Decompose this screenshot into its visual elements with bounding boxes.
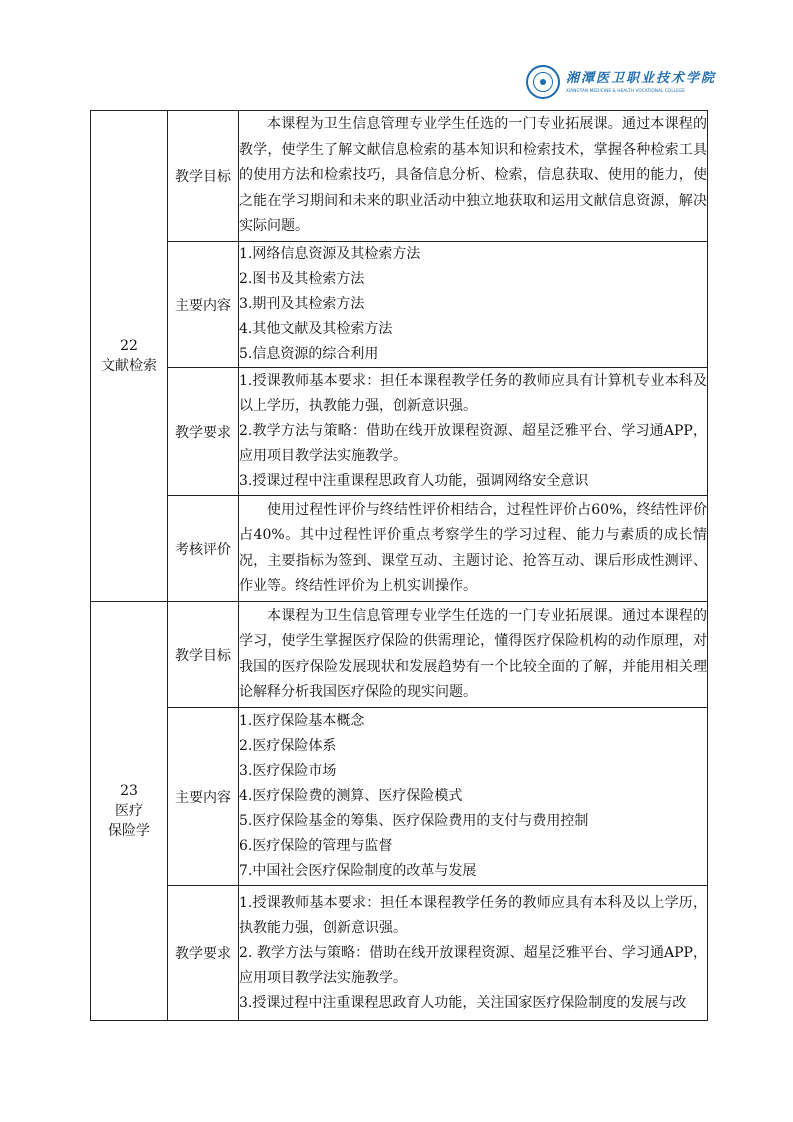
list-item: 4.医疗保险费的测算、医疗保险模式 bbox=[239, 788, 463, 804]
objective-content bbox=[239, 602, 708, 708]
college-emblem-icon bbox=[526, 65, 560, 99]
requirements-list bbox=[239, 886, 708, 1021]
course-cell-23 bbox=[91, 602, 168, 1021]
list-item: 5.信息资源的综合利用 bbox=[239, 346, 379, 362]
table-row bbox=[91, 708, 708, 886]
list-item: 7.中国社会医疗保险制度的改革与发展 bbox=[239, 863, 477, 879]
list-item: 1.网络信息资源及其检索方法 bbox=[239, 246, 421, 262]
list-item: 4.其他文献及其检索方法 bbox=[239, 321, 393, 337]
logo-chinese-name: 湘潭医卫职业技术学院 bbox=[566, 70, 717, 86]
assessment-text: 使用过程性评价与终结性评价相结合，过程性评价占60%，终结性评价占40%。其中过程性评价重点考察学生的学习过程、能力与素质的成长情况，主要指标为签到、课堂互动、主题讨论、抢答互动、课后形成性测评、作业等。终结性评价为上机实训操作。 bbox=[239, 501, 707, 594]
list-item: 3.期刊及其检索方法 bbox=[239, 296, 365, 312]
list-item: 1.医疗保险基本概念 bbox=[239, 713, 365, 729]
table-row bbox=[91, 368, 708, 496]
objective-text: 本课程为卫生信息管理专业学生任选的一门专业拓展课。通过本课程的教学，使学生了解文献信息检索的基本知识和检索技术，掌握各种检索工具的使用方法和检索技巧，具备信息分析、检索，信息获取、使用的能力，使之能在学习期间和未来的职业活动中独立地获取和运用文献信息资源，解决实际问题。 bbox=[239, 116, 707, 235]
course-number: 22 bbox=[120, 338, 138, 354]
course-name: 文献检索 bbox=[101, 358, 157, 374]
table-row bbox=[91, 602, 708, 708]
page-header bbox=[0, 0, 793, 110]
table-row bbox=[91, 111, 708, 242]
requirements-list bbox=[239, 368, 708, 496]
logo-english-name: XIANGTAN MEDICINE & HEALTH VOCATIONAL COLLEGE bbox=[566, 87, 686, 93]
course-number: 23 bbox=[120, 783, 138, 799]
list-item: 2.图书及其检索方法 bbox=[239, 271, 365, 287]
field-label: 主要内容 bbox=[168, 708, 239, 886]
table-row bbox=[91, 242, 708, 368]
course-name-line-1: 医疗 bbox=[115, 803, 143, 819]
list-item: 5.医疗保险基金的筹集、医疗保险费用的支付与费用控制 bbox=[239, 813, 589, 829]
list-item: 2.医疗保险体系 bbox=[239, 738, 337, 754]
content-list bbox=[239, 242, 708, 368]
list-item: 3.授课过程中注重课程思政育人功能，强调网络安全意识 bbox=[239, 473, 589, 489]
field-label: 考核评价 bbox=[168, 496, 239, 602]
objective-text: 本课程为卫生信息管理专业学生任选的一门专业拓展课。通过本课程的学习，使学生掌握医疗保险的供需理论，懂得医疗保险机构的动作原理，对我国的医疗保险发展现状和发展趋势有一个比较全面的了解，并能用相关理论解释分析我国医疗保险的现实问题。 bbox=[239, 607, 707, 700]
list-item: 1.授课教师基本要求：担任本课程教学任务的教师应具有计算机专业本科及以上学历，执教能力强，创新意识强。 bbox=[239, 373, 707, 414]
list-item: 2.教学方法与策略：借助在线开放课程资源、超星泛雅平台、学习通APP，应用项目教学法实施教学。 bbox=[239, 423, 707, 464]
field-label: 教学要求 bbox=[168, 368, 239, 496]
list-item: 3.医疗保险市场 bbox=[239, 763, 337, 779]
list-item: 1.授课教师基本要求：担任本课程教学任务的教师应具有本科及以上学历，执教能力强，创新意识强。 bbox=[239, 894, 707, 936]
assessment-content bbox=[239, 496, 708, 602]
field-label: 教学目标 bbox=[168, 602, 239, 708]
field-label: 主要内容 bbox=[168, 242, 239, 368]
field-label: 教学要求 bbox=[168, 886, 239, 1021]
list-item: 2. 教学方法与策略：借助在线开放课程资源、超星泛雅平台、学习通APP，应用项目教学法实施教学。 bbox=[239, 944, 707, 986]
table-row bbox=[91, 886, 708, 1021]
objective-content bbox=[239, 111, 708, 242]
college-logo bbox=[526, 62, 726, 102]
course-table bbox=[90, 110, 708, 1021]
logo-text bbox=[566, 71, 716, 94]
list-item: 6.医疗保险的管理与监督 bbox=[239, 838, 393, 854]
field-label: 教学目标 bbox=[168, 111, 239, 242]
content-list bbox=[239, 708, 708, 886]
table-row bbox=[91, 496, 708, 602]
course-cell-22 bbox=[91, 111, 168, 602]
list-item: 3.授课过程中注重课程思政育人功能，关注国家医疗保险制度的发展与改 bbox=[239, 994, 687, 1011]
course-name-line-2: 保险学 bbox=[108, 823, 150, 839]
